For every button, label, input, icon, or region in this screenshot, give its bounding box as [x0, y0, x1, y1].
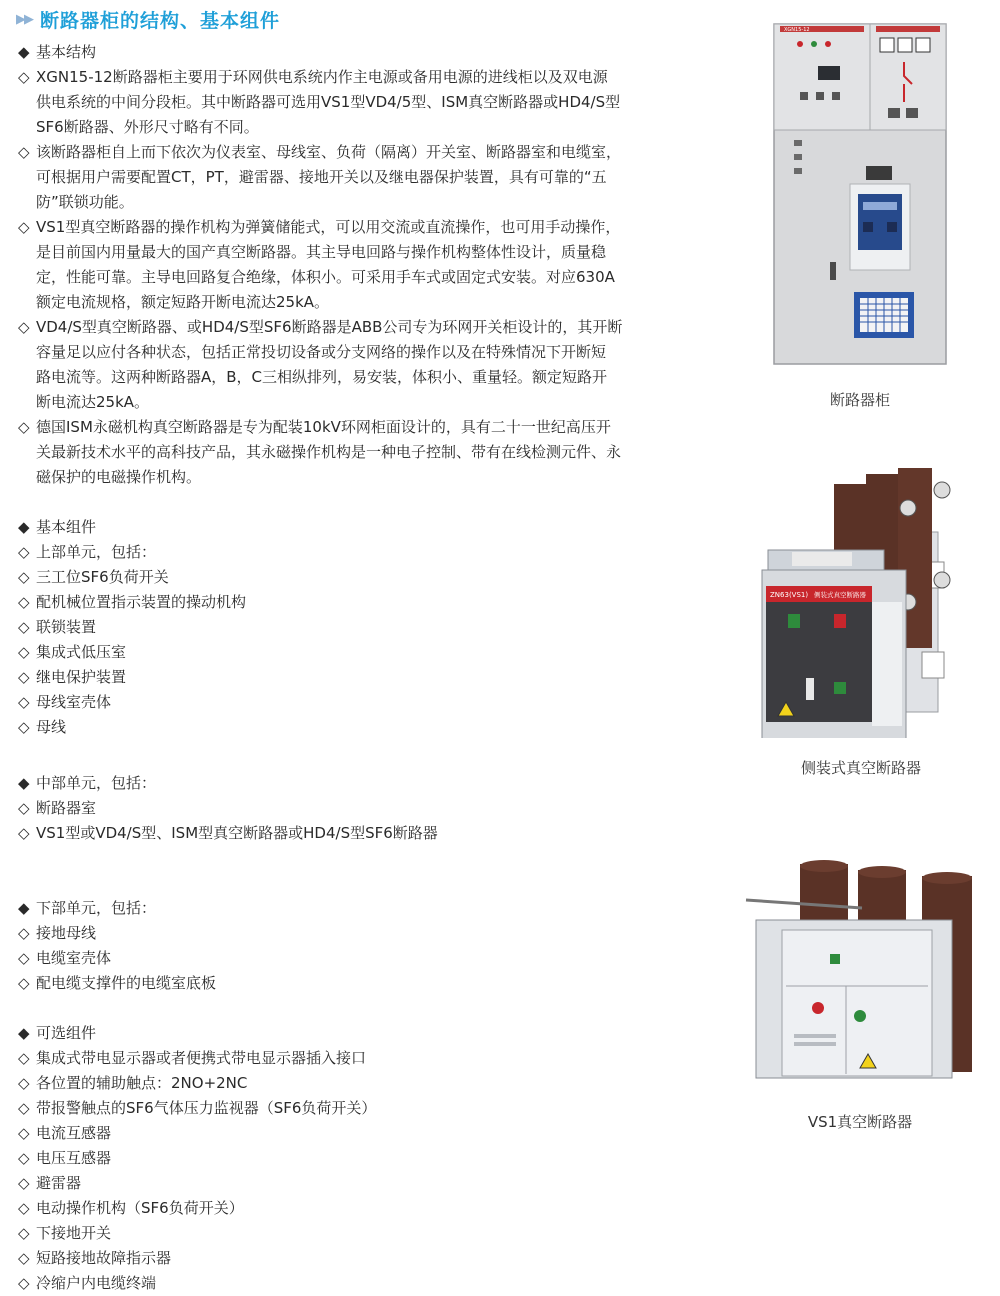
diamond-hollow-icon: ◇ — [18, 543, 30, 561]
list-item: ◇ 三工位SF6负荷开关 — [18, 565, 708, 590]
diamond-hollow-icon: ◇ — [18, 693, 30, 711]
paragraph-line: ◇ 德国ISM永磁机构真空断路器是专为配装10kV环网柜面设计的，具有二十一世纪高压开 — [18, 415, 708, 440]
list-item: ◇ 冷缩户内电缆终端 — [18, 1271, 708, 1296]
list-item: ◇ 电缆室壳体 — [18, 946, 708, 971]
paragraph-line: 定，性能可靠。主导电回路复合绝缘，体积小。可采用手车式或固定式安装。对应630A — [36, 268, 615, 286]
diamond-filled-icon: ◆ — [18, 518, 30, 536]
diamond-hollow-icon: ◇ — [18, 143, 30, 161]
list-item: ◇ 断路器室 — [18, 796, 708, 821]
page-header — [16, 6, 280, 32]
diamond-hollow-icon: ◇ — [18, 1074, 30, 1092]
svg-text:侧装式真空断路器: 侧装式真空断路器 — [814, 591, 866, 599]
paragraph-line: 磁保护的电磁操作机构。 — [36, 468, 202, 486]
paragraph-line: ◇ VD4/S型真空断路器、或HD4/S型SF6断路器是ABB公司专为环网开关柜设计的，其开断 — [18, 315, 708, 340]
figure-caption: VS1真空断路器 — [807, 1113, 913, 1131]
page-title: 断路器柜的结构、基本组件 — [40, 9, 281, 32]
diamond-hollow-icon: ◇ — [18, 1249, 30, 1267]
diamond-hollow-icon: ◇ — [18, 1199, 30, 1217]
list-item: ◇ 集成式带电显示器或者便携式带电显示器插入接口 — [18, 1046, 708, 1071]
diamond-hollow-icon: ◇ — [18, 799, 30, 817]
diamond-hollow-icon: ◇ — [18, 593, 30, 611]
list-item: ◇ 继电保护装置 — [18, 665, 708, 690]
cabinet-illustration — [770, 22, 950, 368]
diamond-hollow-icon: ◇ — [18, 68, 30, 86]
list-item: ◇ 电动操作机构（SF6负荷开关） — [18, 1196, 708, 1221]
diamond-hollow-icon: ◇ — [18, 1174, 30, 1192]
paragraph-line: SF6断路器、外形尺寸略有不同。 — [36, 118, 259, 136]
diamond-filled-icon: ◆ — [18, 43, 30, 61]
diamond-hollow-icon: ◇ — [18, 1124, 30, 1142]
diamond-hollow-icon: ◇ — [18, 218, 30, 236]
diamond-hollow-icon: ◇ — [18, 668, 30, 686]
section-heading: ◆ 基本结构 — [18, 40, 708, 65]
diamond-hollow-icon: ◇ — [18, 318, 30, 336]
paragraph-line: ◇ VS1型真空断路器的操作机构为弹簧储能式，可以用交流或直流操作，也可用手动操作， — [18, 215, 708, 240]
diamond-hollow-icon: ◇ — [18, 1274, 30, 1292]
diamond-hollow-icon: ◇ — [18, 1149, 30, 1167]
paragraph-line: 是目前国内用量最大的国产真空断路器。其主导电回路与操作机构整体性设计，质量稳 — [36, 243, 607, 261]
list-item: ◇ 接地母线 — [18, 921, 708, 946]
list-item: ◇ 短路接地故障指示器 — [18, 1246, 708, 1271]
side-breaker-illustration — [758, 462, 972, 738]
svg-text:ZN63(VS1): ZN63(VS1) — [770, 591, 809, 599]
list-item: ◇ 避雷器 — [18, 1171, 708, 1196]
double-arrow-icon: ▶▶ — [16, 11, 32, 27]
paragraph-line: 关最新技术水平的高科技产品，其永磁操作机构是一种电子控制、带有在线检测元件、永 — [36, 443, 622, 461]
paragraph-line: ◇ XGN15-12断路器柜主要用于环网供电系统内作主电源或备用电源的进线柜以及双电源 — [18, 65, 708, 90]
paragraph-line: 容量足以应付各种状态，包括正常投切设备或分支网络的操作以及在特殊情况下开断短 — [36, 343, 607, 361]
paragraph-line: 断电流达25kA。 — [36, 393, 150, 411]
diamond-hollow-icon: ◇ — [18, 974, 30, 992]
list-item: ◇ 配机械位置指示装置的操动机构 — [18, 590, 708, 615]
figure-caption: 侧装式真空断路器 — [800, 759, 921, 777]
diamond-hollow-icon: ◇ — [18, 949, 30, 967]
diamond-filled-icon: ◆ — [18, 899, 30, 917]
paragraph-line: 防”联锁功能。 — [36, 193, 134, 211]
figure-caption: 断路器柜 — [829, 391, 890, 409]
diamond-filled-icon: ◆ — [18, 1024, 30, 1042]
list-item: ◇ 下接地开关 — [18, 1221, 708, 1246]
text-column — [18, 40, 708, 1296]
diamond-hollow-icon: ◇ — [18, 418, 30, 436]
list-item: ◇ 电压互感器 — [18, 1146, 708, 1171]
diamond-hollow-icon: ◇ — [18, 924, 30, 942]
list-item: ◇ 电流互感器 — [18, 1121, 708, 1146]
diamond-hollow-icon: ◇ — [18, 568, 30, 586]
list-item: ◇ 配电缆支撑件的电缆室底板 — [18, 971, 708, 996]
list-item: ◇ 集成式低压室 — [18, 640, 708, 665]
list-item: ◇ 母线 — [18, 715, 708, 740]
diamond-hollow-icon: ◇ — [18, 618, 30, 636]
paragraph-line: 额定电流规格，额定短路开断电流达25kA。 — [36, 293, 330, 311]
diamond-hollow-icon: ◇ — [18, 718, 30, 736]
list-item: ◇ VS1型或VD4/S型、ISM型真空断路器或HD4/S型SF6断路器 — [18, 821, 708, 846]
diamond-hollow-icon: ◇ — [18, 643, 30, 661]
paragraph-line: 可根据用户需要配置CT，PT，避雷器、接地开关以及继电器保护装置，具有可靠的“五 — [36, 168, 607, 186]
list-item: ◇ 联锁装置 — [18, 615, 708, 640]
diamond-hollow-icon: ◇ — [18, 824, 30, 842]
list-item: ◇ 上部单元，包括： — [18, 540, 708, 565]
vs1-breaker-illustration — [742, 858, 978, 1088]
section-heading: ◆ 中部单元，包括： — [18, 771, 708, 796]
list-item: ◇ 各位置的辅助触点：2NO+2NC — [18, 1071, 708, 1096]
diamond-hollow-icon: ◇ — [18, 1099, 30, 1117]
section-heading: ◆ 下部单元，包括： — [18, 896, 708, 921]
svg-text:XGN15-12: XGN15-12 — [784, 27, 810, 33]
section-heading: ◆ 可选组件 — [18, 1021, 708, 1046]
paragraph-line: 供电系统的中间分段柜。其中断路器可选用VS1型VD4/5型、ISM真空断路器或HD4/S型 — [36, 93, 621, 111]
paragraph-line: ◇ 该断路器柜自上而下依次为仪表室、母线室、负荷（隔离）开关室、断路器室和电缆室， — [18, 140, 708, 165]
list-item: ◇ 母线室壳体 — [18, 690, 708, 715]
paragraph-line: 路电流等。这两种断路器A，B，C三相纵排列，易安装，体积小、重量轻。额定短路开 — [36, 368, 608, 386]
diamond-hollow-icon: ◇ — [18, 1224, 30, 1242]
diamond-filled-icon: ◆ — [18, 774, 30, 792]
diamond-hollow-icon: ◇ — [18, 1049, 30, 1067]
section-heading: ◆ 基本组件 — [18, 515, 708, 540]
list-item: ◇ 带报警触点的SF6气体压力监视器（SF6负荷开关） — [18, 1096, 708, 1121]
